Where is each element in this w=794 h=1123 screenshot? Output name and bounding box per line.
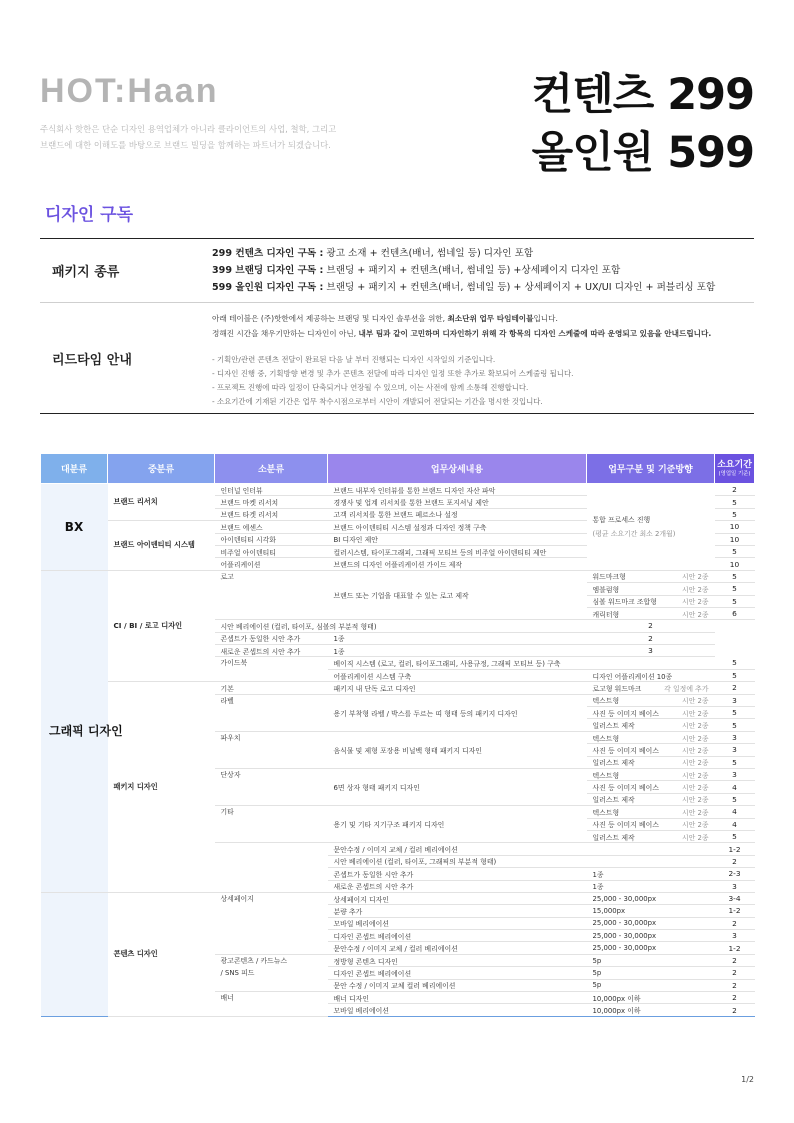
- header-major: 대분류: [41, 454, 108, 484]
- standard-note: 각 일정에 추가: [664, 684, 709, 693]
- standard-cell: [587, 707, 715, 719]
- duration-cell: 2: [715, 917, 755, 929]
- standard-cell: 1종: [328, 632, 587, 644]
- leadtime-intro: 정해진 시간을 채우기만하는 디자인이 아닌, 내부 팀과 같이 고민하며 디자인하기 위해 각 항목의 디자인 스케줄에 따라 운영되고 있음을 안내드립니다.: [212, 329, 712, 338]
- standard-cell: [587, 694, 715, 706]
- standard-note: 시안 2종: [681, 709, 709, 718]
- duration-cell: 5: [715, 830, 755, 842]
- standard-cell: [587, 719, 715, 731]
- minor-item: 비주얼 아이덴티티: [215, 545, 328, 557]
- tagline-line: 브랜드에 대한 이해도를 바탕으로 브랜드 빌딩을 함께하는 파트너가 되겠습니다.: [40, 140, 331, 150]
- category-blank: [41, 892, 108, 1016]
- company-tagline: [40, 121, 400, 153]
- header-duration: 소요기간 (영업일 기준): [715, 454, 755, 484]
- standard-cell: [587, 843, 715, 855]
- duration-cell: 10: [715, 533, 755, 545]
- duration-cell: 5: [715, 508, 755, 520]
- minor-item-line: / SNS 피드: [220, 969, 255, 978]
- standard-type: 일러스트 제작: [592, 833, 635, 842]
- standard-cell: [587, 731, 715, 743]
- duration-cell: 2: [715, 979, 755, 991]
- duration-cell: 5: [715, 707, 755, 719]
- process-text: 통합 프로세스 진행: [592, 515, 651, 524]
- tagline-line: 주식회사 핫한은 단순 디자인 용역업체가 아니라 클라이언트의 사업, 철학, 그리고: [40, 124, 337, 134]
- standard-type: 로고형 워드마크: [592, 684, 642, 693]
- duration-cell: 5: [715, 545, 755, 557]
- standard-cell: [587, 768, 715, 780]
- detail-cell: 상세페이지 디자인: [328, 892, 587, 904]
- standard-cell: [587, 570, 715, 582]
- detail-cell: 경쟁사 및 업계 리서치를 통한 브랜드 포지셔닝 제안: [328, 496, 587, 508]
- standard-note: 시안 2종: [681, 796, 709, 805]
- headline-line: 컨텐츠 299: [531, 70, 754, 120]
- company-logo: [40, 71, 219, 110]
- duration-cell: 2: [587, 632, 715, 644]
- minor-item: 기타: [215, 806, 328, 843]
- table-row: [41, 570, 755, 582]
- detail-cell: 시안 베리에이션 (컬러, 타이포, 그래픽의 부분적 형태): [328, 855, 587, 867]
- standard-type: 사진 등 이미지 베이스: [592, 821, 659, 830]
- duration-cell: 1-2: [715, 942, 755, 954]
- duration-cell: 3: [715, 768, 755, 780]
- standard-type: 일러스트 제작: [592, 796, 635, 805]
- leadtime-notes: [212, 353, 744, 409]
- detail-cell: 음식물 및 제형 포장용 비닐백 형태 패키지 디자인: [328, 731, 587, 768]
- duration-cell: 2-3: [715, 868, 755, 880]
- standard-note: 시안 2종: [681, 821, 709, 830]
- subcategory: 브랜드 리서치: [108, 484, 215, 521]
- minor-item-line: 광고콘텐츠 / 카드뉴스: [220, 956, 288, 965]
- leadtime-label: 리드타임 안내: [52, 352, 132, 368]
- standard-cell: [587, 818, 715, 830]
- standard-type: 텍스트형: [592, 808, 620, 817]
- minor-item: 아이덴티티 시각화: [215, 533, 328, 545]
- standard-cell: 25,000 - 30,000px: [587, 917, 715, 929]
- standard-cell: 5p: [587, 979, 715, 991]
- detail-cell: 컬러시스템, 타이포그래피, 그래픽 모티브 등의 비주얼 아이덴티티 제안: [328, 545, 587, 557]
- detail-cell: 용기 및 기타 지기구조 패키지 디자인: [328, 806, 587, 843]
- minor-item: 브랜드 마켓 리서치: [215, 496, 328, 508]
- duration-cell: 4: [715, 818, 755, 830]
- standard-cell: 1종: [587, 868, 715, 880]
- minor-item: 로고: [215, 570, 328, 620]
- standard-type: 일러스트 제작: [592, 722, 635, 731]
- duration-cell: 5: [715, 595, 755, 607]
- table-header-row: [41, 454, 755, 484]
- duration-cell: 5: [715, 657, 755, 669]
- duration-cell: 5: [715, 719, 755, 731]
- detail-cell: 시안 베리에이션 (컬러, 타이포, 심볼의 부분적 형태): [215, 620, 328, 632]
- minor-item: 라벨: [215, 694, 328, 731]
- standard-note: 시안 2종: [681, 808, 709, 817]
- standard-cell: [587, 595, 715, 607]
- package-row: [40, 239, 754, 303]
- minor-item: 기본: [215, 682, 328, 694]
- standard-type: 텍스트형: [592, 697, 620, 706]
- duration-cell: 2: [715, 992, 755, 1004]
- standard-cell: 5p: [587, 954, 715, 966]
- duration-cell: 3: [715, 930, 755, 942]
- header-middle: 중분류: [108, 454, 215, 484]
- duration-cell: 4: [715, 781, 755, 793]
- subcategory: 패키지 디자인: [108, 682, 215, 893]
- package-item: 399 브랜딩 디자인 구독 : 브랜딩 + 패키지 + 컨텐츠(배너, 썸네일 등) +상세페이지 디자인 포함: [212, 265, 621, 276]
- duration-cell: 5: [715, 669, 755, 681]
- category-bx: BX: [41, 484, 108, 571]
- standard-type: 워드마크형: [592, 573, 626, 582]
- leadtime-note: - 프로젝트 진행에 따라 일정이 단축되거나 연장될 수 있으며, 이는 사전에 함께 소통해 진행합니다.: [212, 383, 529, 392]
- minor-item: 배너: [215, 992, 328, 1017]
- duration-cell: 6: [715, 607, 755, 619]
- duration-cell: 2: [715, 855, 755, 867]
- standard-cell: 5p: [587, 967, 715, 979]
- duration-cell: 2: [587, 620, 715, 632]
- detail-cell: 분량 추가: [328, 905, 587, 917]
- detail-cell: 브랜드 내부자 인터뷰를 통한 브랜드 디자인 자산 파악: [328, 484, 587, 496]
- standard-cell: [587, 682, 715, 694]
- detail-cell: 디자인 콘셉트 베리에이션: [328, 930, 587, 942]
- duration-cell: 5: [715, 583, 755, 595]
- duration-cell: 3-4: [715, 892, 755, 904]
- minor-item: 인터널 인터뷰: [215, 484, 328, 496]
- detail-cell: 패키지 내 단독 로고 디자인: [328, 682, 587, 694]
- duration-cell: 2: [715, 682, 755, 694]
- page-number: 1/2: [741, 1075, 754, 1084]
- standard-cell: [587, 793, 715, 805]
- detail-cell: 문안수정 / 이미지 교체 / 컬러 베리에이션: [328, 843, 587, 855]
- detail-cell: BI 디자인 제안: [328, 533, 587, 545]
- minor-item: 브랜드 타겟 리서치: [215, 508, 328, 520]
- duration-cell: 3: [715, 880, 755, 892]
- detail-cell: 콘셉트가 동일한 시안 추가: [215, 632, 328, 644]
- standard-cell: [587, 583, 715, 595]
- standard-cell: 디자인 어플리케이션 10종: [587, 669, 715, 681]
- minor-item: 단상자: [215, 768, 328, 805]
- leadtime-intro: 아래 테이블은 (주)핫한에서 제공하는 브랜딩 및 디자인 솔루션을 위한, 최소단위 업무 타임테이블입니다.: [212, 314, 558, 323]
- standard-type: 텍스트형: [592, 734, 620, 743]
- standard-cell: [587, 756, 715, 768]
- standard-type: 사진 등 이미지 베이스: [592, 746, 659, 755]
- detail-cell: 새로운 콘셉트의 시안 추가: [328, 880, 587, 892]
- minor-item: [215, 954, 328, 991]
- detail-cell: 베이직 시스템 (로고, 컬러, 타이포그래피, 사용규정, 그래픽 모티브 등) 구축: [328, 657, 587, 669]
- duration-cell: 3: [587, 645, 715, 657]
- standard-cell: 25,000 - 30,000px: [587, 942, 715, 954]
- standard-note: 시안 2종: [681, 759, 709, 768]
- duration-cell: 2: [715, 967, 755, 979]
- standard-cell: [587, 855, 715, 867]
- minor-item: 상세페이지: [215, 892, 328, 954]
- detail-cell: 새로운 콘셉트의 시안 추가: [215, 645, 328, 657]
- duration-cell: 4: [715, 806, 755, 818]
- standard-note: 시안 2종: [681, 746, 709, 755]
- package-item: 299 컨텐츠 디자인 구독 : 광고 소재 + 컨텐츠(배너, 썸네일 등) 디자인 포함: [212, 248, 534, 259]
- standard-note: 시안 2종: [681, 573, 709, 582]
- table-row: [41, 484, 755, 496]
- standard-note: 시안 2종: [681, 771, 709, 780]
- headline-line: 올인원 599: [531, 128, 754, 178]
- duration-cell: 3: [715, 744, 755, 756]
- package-item: 599 올인원 디자인 구독 : 브랜딩 + 패키지 + 컨텐츠(배너, 썸네일 등) + 상세페이지 + UX/UI 디자인 + 퍼블리싱 포함: [212, 282, 716, 293]
- standard-note: 시안 2종: [681, 833, 709, 842]
- section-title: 디자인 구독: [45, 205, 134, 225]
- header-detail: 업무상세내용: [328, 454, 587, 484]
- table-row: [41, 892, 755, 904]
- standard-cell: [587, 781, 715, 793]
- leadtime-note: - 소요기간에 기재된 기간은 업무 착수시점으로부터 시안이 개발되어 전달되는 기간을 명시한 것입니다.: [212, 397, 543, 406]
- leadtime-row: [40, 303, 754, 414]
- minor-item: 브랜드 에센스: [215, 521, 328, 533]
- detail-cell: 브랜드 아이덴티티 시스템 설정과 디자인 정책 구축: [328, 521, 587, 533]
- info-table: [40, 238, 754, 414]
- standard-cell: [587, 607, 715, 619]
- standard-type: 캐릭터형: [592, 610, 620, 619]
- standard-cell: 1종: [328, 645, 587, 657]
- header-standard: 업무구분 및 기준방향: [587, 454, 715, 484]
- standard-type: 심볼 워드마크 조합형: [592, 598, 657, 607]
- duration-cell: 3: [715, 731, 755, 743]
- price-headline: [532, 66, 754, 182]
- standard-cell: 15,000px: [587, 905, 715, 917]
- detail-cell: 브랜드의 디자인 어플리케이션 가이드 제작: [328, 558, 587, 570]
- minor-item: 파우치: [215, 731, 328, 768]
- detail-cell: 6면 상자 형태 패키지 디자인: [328, 768, 587, 805]
- standard-note: 시안 2종: [681, 598, 709, 607]
- detail-cell: 정방형 콘텐츠 디자인: [328, 954, 587, 966]
- standard-cell: [587, 744, 715, 756]
- duration-cell: 2: [715, 1004, 755, 1016]
- standard-note: 시안 2종: [681, 585, 709, 594]
- standard-note: 시안 2종: [681, 784, 709, 793]
- detail-cell: 문안 수정 / 이미지 교체 컬러 베리에이션: [328, 979, 587, 991]
- standard-cell: 10,000px 이하: [587, 992, 715, 1004]
- standard-cell: 25,000 - 30,000px: [587, 930, 715, 942]
- standard-type: 엠블럼형: [592, 585, 620, 594]
- leadtime-body: [202, 303, 754, 413]
- detail-cell: 브랜드 또는 기업을 대표할 수 있는 로고 제작: [328, 570, 587, 620]
- detail-cell: 문안수정 / 이미지 교체 / 컬러 베리에이션: [328, 942, 587, 954]
- standard-cell: 25,000 - 30,000px: [587, 892, 715, 904]
- duration-cell: 10: [715, 521, 755, 533]
- process-sub: (평균 소요기간 최소 2개월): [592, 529, 676, 538]
- package-label: 패키지 종류: [52, 265, 120, 280]
- standard-cell: 10,000px 이하: [587, 1004, 715, 1016]
- standard-cell: [587, 657, 715, 669]
- detail-cell: 모바일 베리에이션: [328, 917, 587, 929]
- duration-cell: 5: [715, 570, 755, 582]
- package-list: [202, 239, 754, 302]
- leadtime-note: - 디자인 진행 중, 기획방향 변경 및 추가 콘텐츠 전달에 따라 디자인 일정 또한 추가로 확보되어 스케줄링 됩니다.: [212, 369, 574, 378]
- subcategory: 브랜드 아이덴티티 시스템: [108, 521, 215, 571]
- detail-cell: 디자인 콘셉트 베리에이션: [328, 967, 587, 979]
- category-label: 그래픽 디자인: [49, 724, 123, 739]
- table-row: [41, 682, 755, 694]
- category-graphic: [41, 570, 123, 892]
- standard-type: 사진 등 이미지 베이스: [592, 784, 659, 793]
- header-minor: 소분류: [215, 454, 328, 484]
- detail-cell: 배너 디자인: [328, 992, 587, 1004]
- standard-cell: [587, 484, 715, 571]
- standard-note: 시안 2종: [681, 734, 709, 743]
- detail-cell: 모바일 베리에이션: [328, 1004, 587, 1016]
- subcategory: CI / BI / 로고 디자인: [108, 570, 215, 682]
- detail-cell: 콘셉트가 동일한 시안 추가: [328, 868, 587, 880]
- minor-item: [215, 843, 328, 893]
- standard-type: 일러스트 제작: [592, 759, 635, 768]
- duration-cell: 5: [715, 793, 755, 805]
- table-body: [41, 484, 755, 1017]
- minor-item: 가이드북: [215, 657, 328, 682]
- standard-note: 시안 2종: [681, 722, 709, 731]
- logo-text: HOT:Haan: [40, 71, 219, 110]
- detail-cell: 고객 리서치를 통한 브랜드 페르소나 설정: [328, 508, 587, 520]
- standard-cell: [587, 806, 715, 818]
- duration-cell: 2: [715, 484, 755, 496]
- duration-cell: 1-2: [715, 905, 755, 917]
- minor-item: 어플리케이션: [215, 558, 328, 570]
- standard-type: 텍스트형: [592, 771, 620, 780]
- duration-cell: 5: [715, 756, 755, 768]
- standard-note: 시안 2종: [681, 697, 709, 706]
- timeline-table: [40, 453, 755, 1017]
- duration-cell: 2: [715, 954, 755, 966]
- duration-cell: 5: [715, 496, 755, 508]
- duration-cell: 3: [715, 694, 755, 706]
- standard-note: 시안 2종: [681, 610, 709, 619]
- detail-cell: 용기 부착형 라벨 / 박스를 두르는 띠 형태 등의 패키지 디자인: [328, 694, 587, 731]
- leadtime-note: - 기획안/관련 콘텐츠 전달이 완료된 다음 날 부터 진행되는 디자인 시작일의 기준입니다.: [212, 355, 496, 364]
- standard-type: 사진 등 이미지 베이스: [592, 709, 659, 718]
- duration-cell: 10: [715, 558, 755, 570]
- detail-cell: 어플리케이션 시스템 구축: [328, 669, 587, 681]
- standard-cell: 1종: [587, 880, 715, 892]
- subcategory: 콘텐츠 디자인: [108, 892, 215, 1016]
- standard-cell: [587, 830, 715, 842]
- duration-cell: 1-2: [715, 843, 755, 855]
